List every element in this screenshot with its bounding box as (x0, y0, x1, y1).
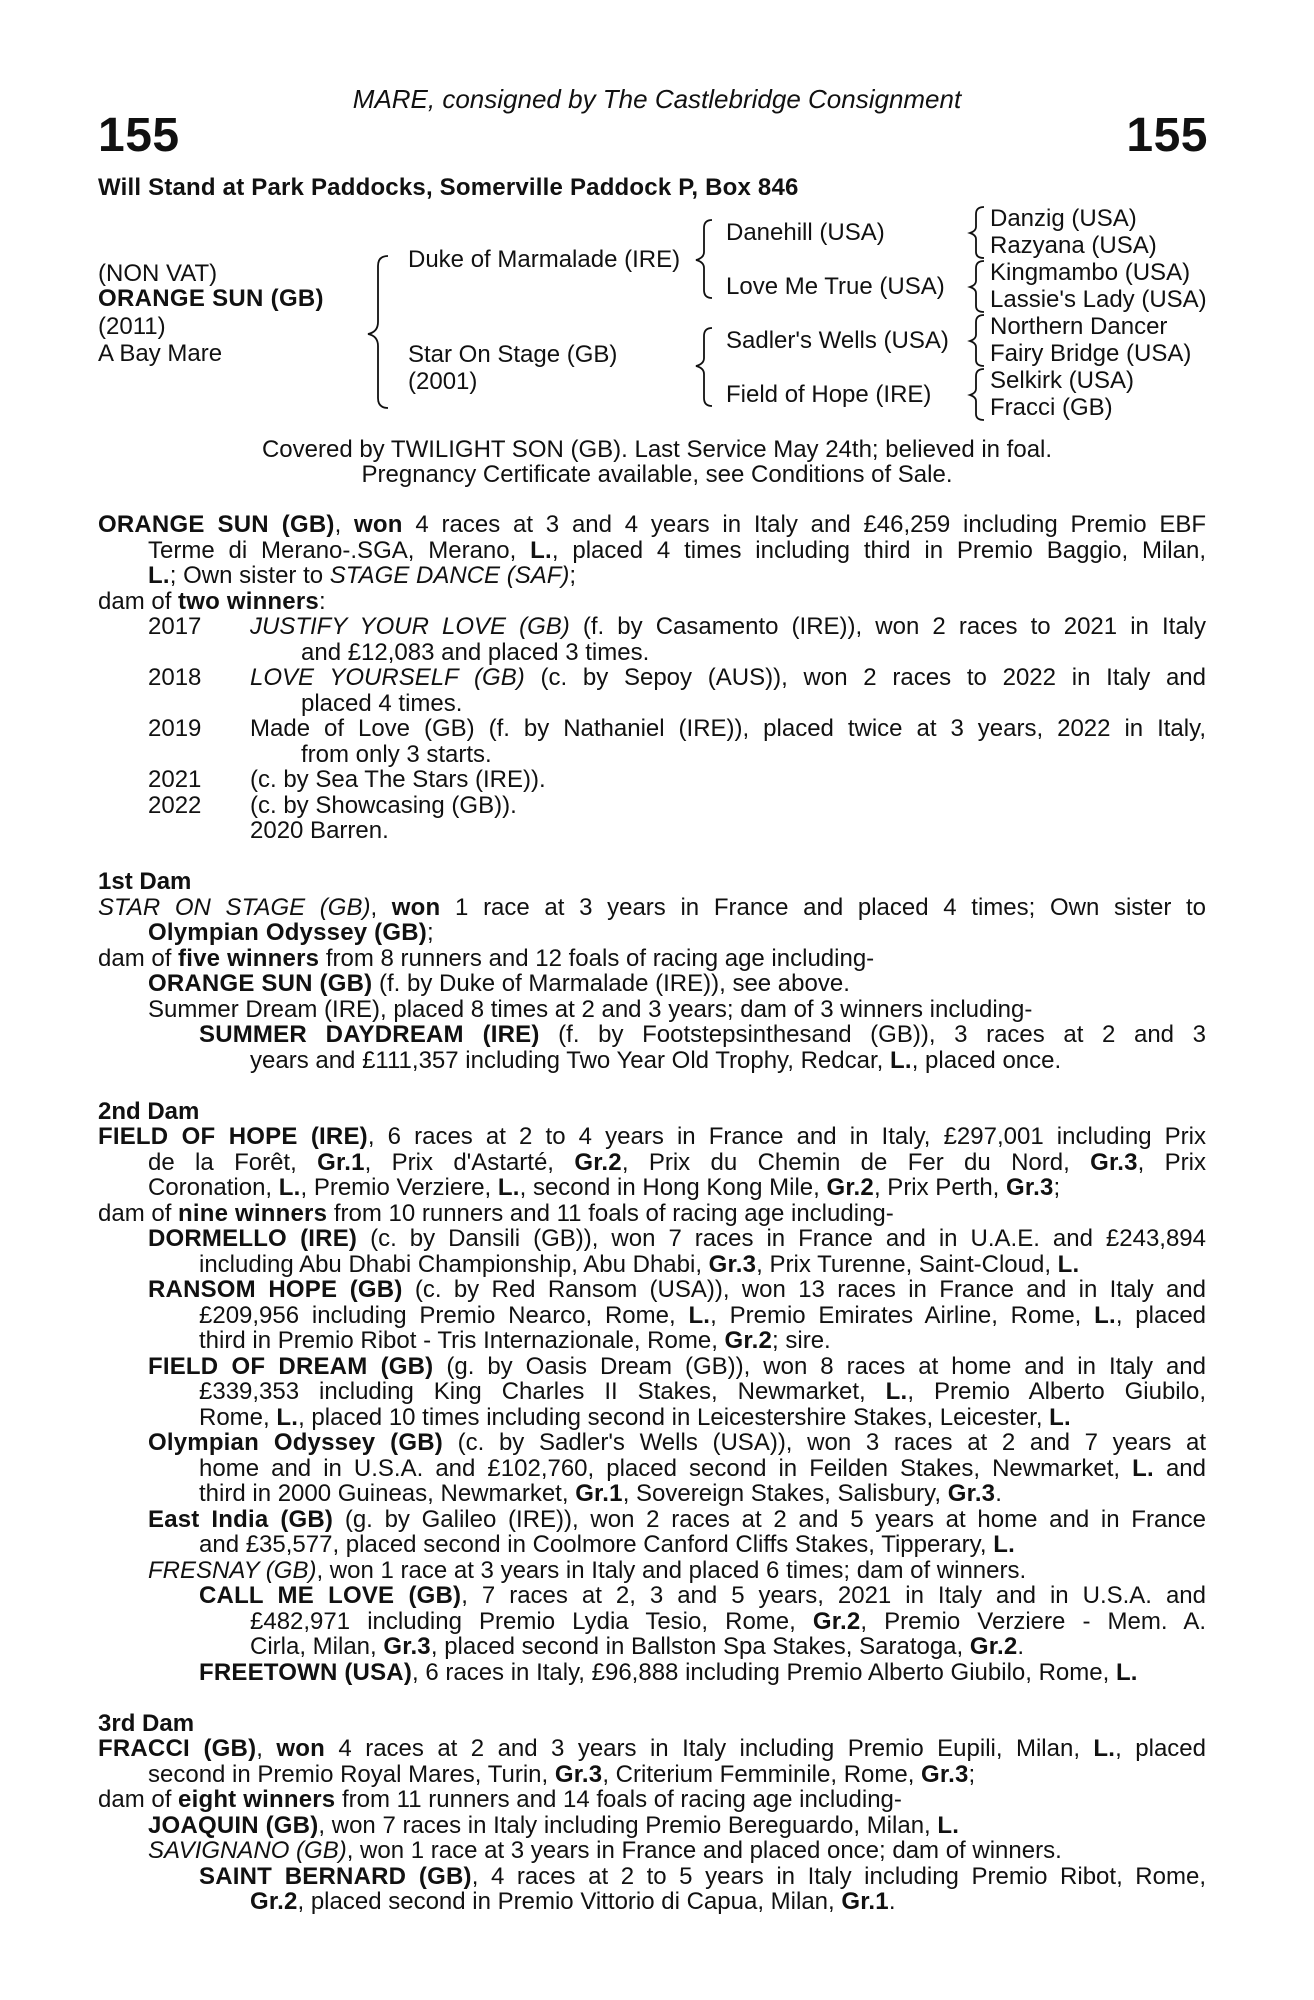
year-2021: 2021 (148, 766, 202, 793)
first-dam-line-1: STAR ON STAGE (GB), won 1 race at 3 years in France and placed 4 times; Own sister to (98, 894, 1206, 921)
foal-2018-line-2: placed 4 times. (301, 690, 463, 717)
lot-number-left: 155 (98, 109, 180, 162)
ped-gen3-1: Danzig (USA) (990, 205, 1137, 232)
horse-dam-of: dam of two winners: (98, 588, 326, 615)
field-of-dream-line-1: FIELD OF DREAM (GB) (g. by Oasis Dream (GB)), won 8 races at home and in Italy and (148, 1353, 1206, 1380)
foal-2018-line-1: LOVE YOURSELF (GB) (c. by Sepoy (AUS)), won 2 races to 2022 in Italy and (250, 664, 1206, 691)
horse-summary-line-2: Terme di Merano-.SGA, Merano, L., placed 4 times including third in Premio Baggio, Milan, (148, 537, 1206, 564)
brace-ds (970, 315, 984, 366)
fresnay-line: FRESNAY (GB), won 1 race at 3 years in Italy and placed 6 times; dam of winners. (148, 1557, 1027, 1584)
horse-year: (2011) (98, 313, 166, 340)
covered-line: Covered by TWILIGHT SON (GB). Last Service May 24th; believed in foal. (261, 436, 1053, 463)
vat-status: (NON VAT) (98, 260, 218, 287)
dam-dam: Field of Hope (IRE) (726, 381, 932, 408)
year-2022: 2022 (148, 792, 202, 819)
savignano-line: SAVIGNANO (GB), won 1 race at 3 years in France and placed once; dam of winners. (148, 1837, 1062, 1864)
foal-2017-line-2: and £12,083 and placed 3 times. (301, 639, 650, 666)
olympian-odyssey-line-1: Olympian Odyssey (GB) (c. by Sadler's Wells (USA)), won 3 races at 2 and 7 years at (148, 1429, 1206, 1456)
foal-2019-line-2: from only 3 starts. (301, 741, 492, 768)
olympian-odyssey-line-3: third in 2000 Guineas, Newmarket, Gr.1, Sovereign Stakes, Salisbury, Gr.3. (199, 1480, 1002, 1507)
dam-sire: Sadler's Wells (USA) (726, 327, 949, 354)
horse-name: ORANGE SUN (GB) (98, 285, 324, 312)
third-dam-heading: 3rd Dam (98, 1710, 195, 1737)
ped-gen3-2: Razyana (USA) (990, 232, 1157, 259)
sire-sire: Danehill (USA) (726, 219, 885, 246)
brace-dam (696, 328, 712, 406)
foal-2017-line-1: JUSTIFY YOUR LOVE (GB) (f. by Casamento (IRE)), won 2 races to 2021 in Italy (250, 613, 1206, 640)
brace-main (368, 256, 388, 408)
call-me-love-line-2: £482,971 including Premio Lydia Tesio, Rome, Gr.2, Premio Verziere - Mem. A. (250, 1608, 1206, 1635)
field-of-dream-line-2: £339,353 including King Charles II Stakes, Newmarket, L., Premio Alberto Giubilo, (199, 1378, 1206, 1405)
stand-location: Will Stand at Park Paddocks, Somerville Paddock P, Box 846 (98, 174, 799, 201)
brace-ss (970, 207, 984, 258)
summer-daydream-line-1: SUMMER DAYDREAM (IRE) (f. by Footstepsinthesand (GB)), 3 races at 2 and 3 (199, 1021, 1206, 1048)
year-2018: 2018 (148, 664, 202, 691)
summer-daydream-line-2: years and £111,357 including Two Year Old Trophy, Redcar, L., placed once. (250, 1047, 1062, 1074)
horse-summary-line-3: L.; Own sister to STAGE DANCE (SAF); (148, 562, 577, 589)
olympian-odyssey-line-2: home and in U.S.A. and £102,760, placed second in Feilden Stakes, Newmarket, L. and (199, 1455, 1206, 1482)
ped-gen3-5: Northern Dancer (990, 313, 1168, 340)
second-dam-line-1: FIELD OF HOPE (IRE), 6 races at 2 to 4 years in France and in Italy, £297,001 including Prix (98, 1123, 1206, 1150)
east-india-line-1: East India (GB) (g. by Galileo (IRE)), won 2 races at 2 and 5 years at home and in France (148, 1506, 1206, 1533)
foal-2022: (c. by Showcasing (GB)). (250, 792, 517, 819)
third-dam-produce: dam of eight winners from 11 runners and 14 foals of racing age including- (98, 1786, 902, 1813)
foal-2019-line-1: Made of Love (GB) (f. by Nathaniel (IRE)), placed twice at 3 years, 2022 in Italy, (250, 715, 1206, 742)
first-dam-foal-orange-sun: ORANGE SUN (GB) (f. by Duke of Marmalade (IRE)), see above. (148, 970, 850, 997)
horse-summary-line-1: ORANGE SUN (GB), won 4 races at 3 and 4 years in Italy and £46,259 including Premio EBF (98, 511, 1206, 538)
second-dam-produce: dam of nine winners from 10 runners and 11 foals of racing age including- (98, 1200, 894, 1227)
ped-gen3-7: Selkirk (USA) (990, 367, 1135, 394)
dam: Star On Stage (GB) (408, 341, 618, 368)
pregnancy-line: Pregnancy Certificate available, see Conditions of Sale. (361, 461, 953, 488)
sire-dam: Love Me True (USA) (726, 273, 945, 300)
sire: Duke of Marmalade (IRE) (408, 246, 681, 273)
second-dam-line-2: de la Forêt, Gr.1, Prix d'Astarté, Gr.2, Prix du Chemin de Fer du Nord, Gr.3, Prix (148, 1149, 1206, 1176)
ransom-hope-line-3: third in Premio Ribot - Tris Internazionale, Rome, Gr.2; sire. (199, 1327, 831, 1354)
call-me-love-line-3: Cirla, Milan, Gr.3, placed second in Ballston Spa Stakes, Saratoga, Gr.2. (250, 1633, 1025, 1660)
ped-gen3-8: Fracci (GB) (990, 394, 1113, 421)
second-dam-heading: 2nd Dam (98, 1098, 200, 1125)
first-dam-line-2: Olympian Odyssey (GB); (148, 919, 434, 946)
ransom-hope-line-1: RANSOM HOPE (GB) (c. by Red Ransom (USA)), won 13 races in France and in Italy and (148, 1276, 1207, 1303)
first-dam-heading: 1st Dam (98, 868, 192, 895)
year-2017: 2017 (148, 613, 202, 640)
brace-dd (970, 369, 984, 420)
lot-number-right: 155 (1126, 109, 1208, 162)
year-2019: 2019 (148, 715, 202, 742)
foal-2021: (c. by Sea The Stars (IRE)). (250, 766, 546, 793)
ped-gen3-3: Kingmambo (USA) (990, 259, 1191, 286)
freetown-line: FREETOWN (USA), 6 races in Italy, £96,888 including Premio Alberto Giubilo, Rome, L. (199, 1659, 1138, 1686)
horse-description: A Bay Mare (98, 340, 223, 367)
ped-gen3-6: Fairy Bridge (USA) (990, 340, 1192, 367)
first-dam-produce: dam of five winners from 8 runners and 12 foals of racing age including- (98, 945, 875, 972)
ransom-hope-line-2: £209,956 including Premio Nearco, Rome, L., Premio Emirates Airline, Rome, L., placed (199, 1302, 1207, 1329)
brace-sd (970, 261, 984, 312)
third-dam-line-2: second in Premio Royal Mares, Turin, Gr.3, Criterium Femminile, Rome, Gr.3; (148, 1761, 976, 1788)
second-dam-line-3: Coronation, L., Premio Verziere, L., second in Hong Kong Mile, Gr.2, Prix Perth, Gr.3; (148, 1174, 1061, 1201)
call-me-love-line-1: CALL ME LOVE (GB), 7 races at 2, 3 and 5 years, 2021 in Italy and in U.S.A. and (199, 1582, 1206, 1609)
field-of-dream-line-3: Rome, L., placed 10 times including second in Leicestershire Stakes, Leicester, L. (199, 1404, 1071, 1431)
saint-bernard-line-1: SAINT BERNARD (GB), 4 races at 2 to 5 years in Italy including Premio Ribot, Rome, (199, 1863, 1206, 1890)
saint-bernard-line-2: Gr.2, placed second in Premio Vittorio di Capua, Milan, Gr.1. (250, 1888, 896, 1915)
first-dam-foal-summer-dream: Summer Dream (IRE), placed 8 times at 2 and 3 years; dam of 3 winners including- (148, 996, 1033, 1023)
barren-2020: 2020 Barren. (250, 817, 389, 844)
consignment-line: MARE, consigned by The Castlebridge Consignment (352, 84, 962, 114)
dormello-line-1: DORMELLO (IRE) (c. by Dansili (GB)), won 7 races in France and in U.A.E. and £243,894 (148, 1225, 1207, 1252)
joaquin-line: JOAQUIN (GB), won 7 races in Italy including Premio Bereguardo, Milan, L. (148, 1812, 960, 1839)
ped-gen3-4: Lassie's Lady (USA) (990, 286, 1207, 313)
east-india-line-2: and £35,577, placed second in Coolmore Canford Cliffs Stakes, Tipperary, L. (199, 1531, 1015, 1558)
brace-sire (696, 220, 712, 298)
third-dam-line-1: FRACCI (GB), won 4 races at 2 and 3 years in Italy including Premio Eupili, Milan, L., placed (98, 1735, 1206, 1762)
dam-year: (2001) (408, 368, 478, 395)
dormello-line-2: including Abu Dhabi Championship, Abu Dhabi, Gr.3, Prix Turenne, Saint-Cloud, L. (199, 1251, 1080, 1278)
